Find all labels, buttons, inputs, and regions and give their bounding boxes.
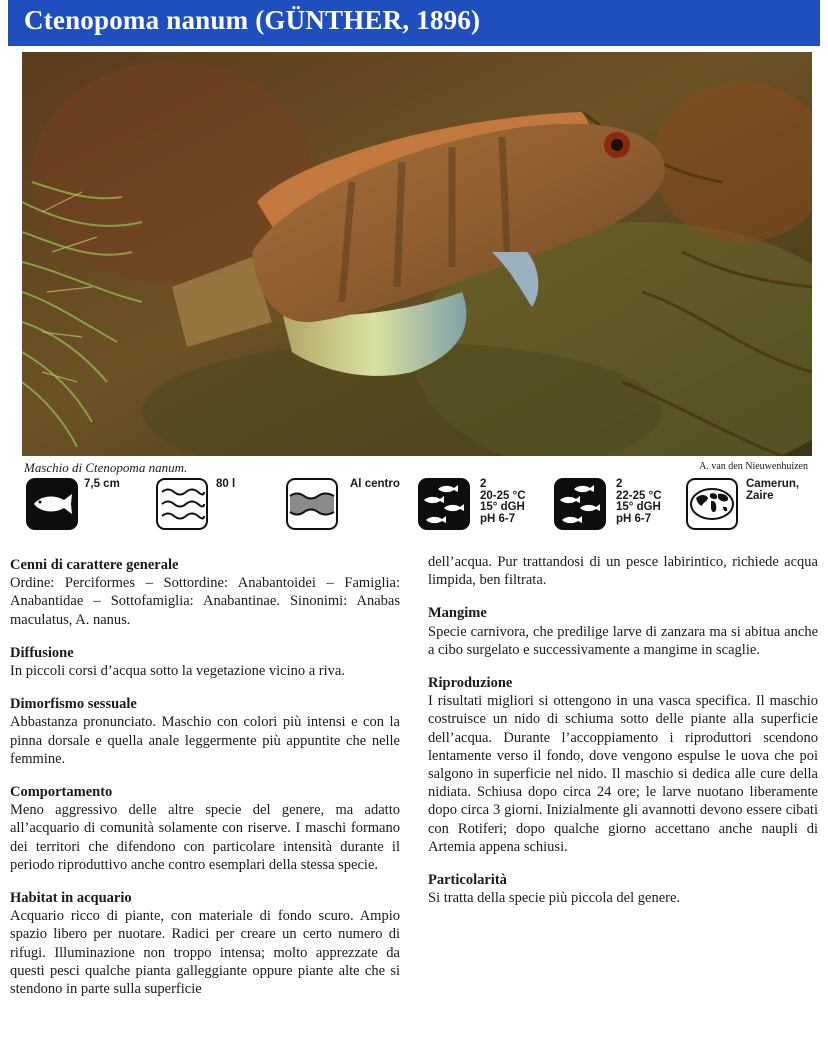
section-heading: Dimorfismo sessuale bbox=[10, 696, 137, 713]
section-body: Specie carnivora, che predilige larve di zanzara ma si abitua anche a cibo surgelato e successivamente a mangime in scaglie. bbox=[428, 623, 818, 658]
section-generale bbox=[10, 556, 400, 629]
section-heading: Comportamento bbox=[10, 784, 113, 801]
water1-ph: pH 6-7 bbox=[480, 512, 516, 525]
world-map-icon bbox=[686, 478, 738, 530]
zone-label: Al centro bbox=[350, 478, 400, 490]
photo-credit: A. van den Nieuwenhuizen bbox=[699, 461, 808, 472]
tank-volume-icon bbox=[156, 478, 208, 530]
swim-zone-icon bbox=[286, 478, 338, 530]
fish-size-icon bbox=[26, 478, 78, 530]
text-column-right bbox=[428, 553, 818, 922]
water1-count: 2 bbox=[480, 478, 487, 490]
section-riproduzione bbox=[428, 674, 818, 856]
text-column-left bbox=[10, 556, 400, 1013]
section-body: Si tratta della specie più piccola del genere. bbox=[428, 890, 681, 907]
section-body: Meno aggressivo delle altre specie del genere, ma adatto all’acquario di comunità solamente con riserve. I maschi formano dei territori che difendono con particolare intensità durante il periodo riproduttivo anche contro esemplari della stessa specie. bbox=[10, 802, 400, 873]
section-diffusione bbox=[10, 644, 400, 680]
section-body: Abbastanza pronunciato. Maschio con colori più intensi e con la pinna dorsale e quella anale leggermente più appuntite che nelle femmine. bbox=[10, 714, 400, 767]
water1-values bbox=[480, 479, 526, 525]
origin-values bbox=[746, 479, 799, 502]
fish-group-icon bbox=[418, 478, 470, 530]
fish-photo bbox=[22, 52, 812, 456]
water1-hardness: 15° dGH bbox=[480, 501, 525, 513]
section-body: Acquario ricco di piante, con materiale di fondo scuro. Ampio spazio libero per nuotare. Radici per creare un certo numero di rifugi. Illuminazione non troppo intensa; molto apprezzate da questi pesci qualche pianta galleggiante oppure piante alte che si stendono in parte sulla superficie bbox=[10, 908, 400, 998]
water2-count: 2 bbox=[616, 478, 623, 490]
section-body: dell’acqua. Pur trattandosi di un pesce labirintico, richiede acqua limpida, ben filtrata. bbox=[428, 554, 818, 589]
title-bar bbox=[8, 0, 820, 46]
section-body: Ordine: Perciformes – Sottordine: Anabantoidei – Famiglia: Anabantidae – Sottofamiglia: Anabantinae. Sinonimi: Anabas maculatus, A. nanus. bbox=[10, 575, 400, 628]
volume-label: 80 l bbox=[216, 478, 236, 490]
section-comportamento bbox=[10, 783, 400, 874]
water2-temperature: 22-25 °C bbox=[616, 489, 662, 502]
section-body: In piccoli corsi d’acqua sotto la vegetazione vicino a riva. bbox=[10, 663, 345, 680]
icon-strip bbox=[0, 476, 828, 534]
fish-group-icon bbox=[554, 478, 606, 530]
section-habitat-continued bbox=[428, 553, 818, 589]
photo-caption: Maschio di Ctenopoma nanum. bbox=[24, 460, 188, 475]
water2-hardness: 15° dGH bbox=[616, 501, 661, 513]
section-heading: Particolarità bbox=[428, 872, 507, 889]
section-heading: Cenni di carattere generale bbox=[10, 557, 179, 573]
origin-line1: Camerun, bbox=[746, 478, 800, 490]
water2-values bbox=[616, 479, 662, 525]
section-dimorfismo bbox=[10, 695, 400, 768]
section-mangime bbox=[428, 604, 818, 659]
section-particolarita bbox=[428, 871, 818, 907]
size-label: 7,5 cm bbox=[84, 478, 120, 490]
origin-line2: Zaire bbox=[746, 489, 774, 502]
page-title: Ctenopoma nanum (GÜNTHER, 1896) bbox=[24, 5, 481, 35]
section-heading: Habitat in acquario bbox=[10, 890, 132, 907]
section-heading: Mangime bbox=[428, 605, 487, 622]
water2-ph: pH 6-7 bbox=[616, 512, 652, 525]
section-heading: Riproduzione bbox=[428, 675, 513, 692]
section-habitat bbox=[10, 889, 400, 998]
section-heading: Diffusione bbox=[10, 644, 74, 661]
water1-temperature: 20-25 °C bbox=[480, 489, 526, 502]
section-body: I risultati migliori si ottengono in una vasca specifica. Il maschio costruisce un nido di schiuma sotto delle piante alla superficie dell’acqua. Durante l’accoppiamento i riproduttori scendono lentamente verso il fondo, dove vengono espulse le uova che poi salgono in superficie nel nido. Il maschio si dedica alle cure della nidiata. Schiusa dopo circa 24 ore; le larve nuotano liberamente dopo circa 3 giorni. Inizialmente gli avannotti devono essere cibati con Rotiferi; dopo qualche giorno accettano anche naupli di Artemia appena schiusi. bbox=[428, 693, 818, 855]
